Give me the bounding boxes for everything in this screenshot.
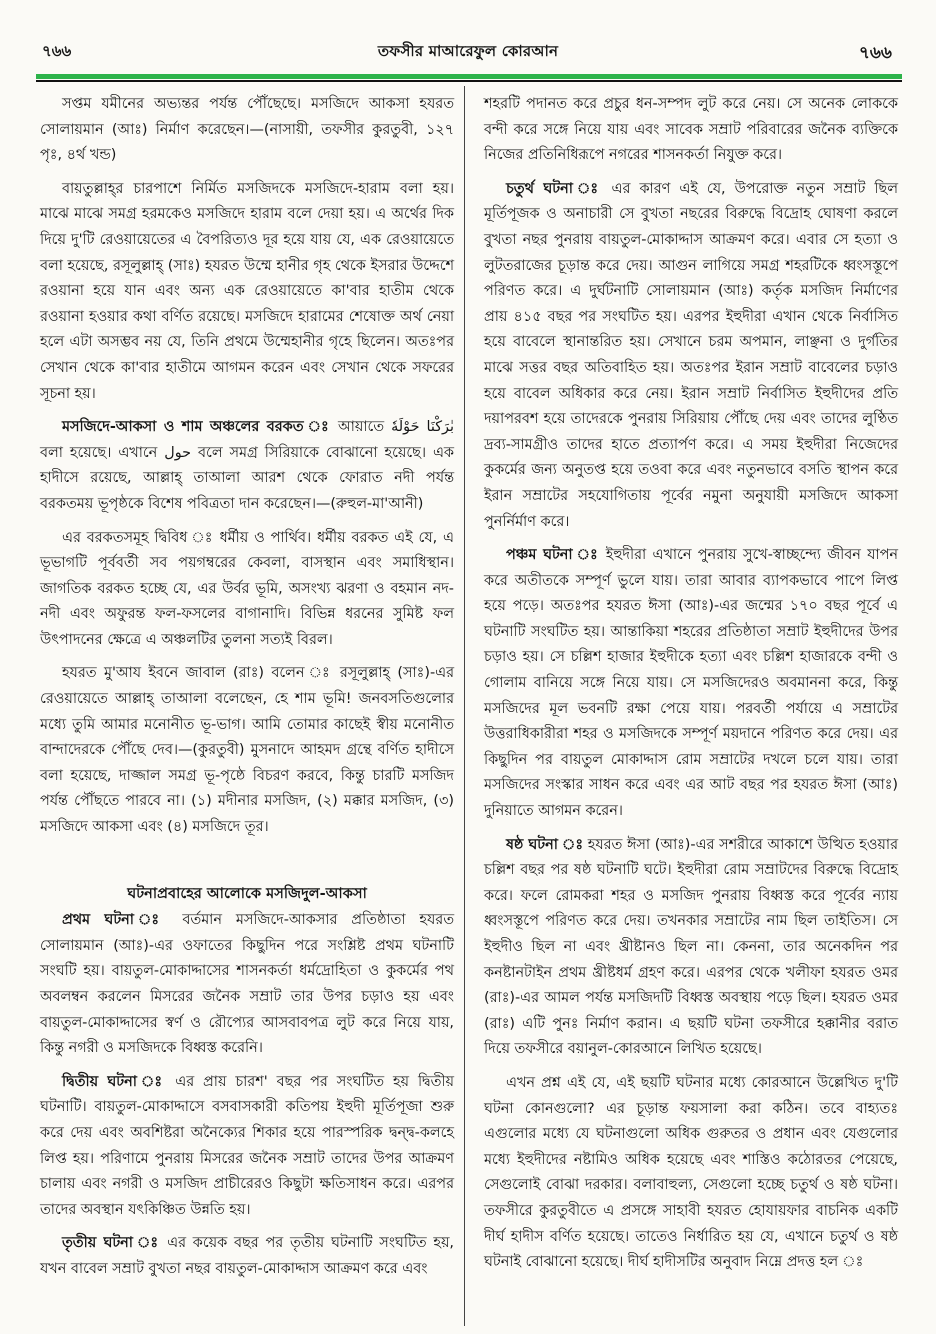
left-paragraphs: [40, 92, 454, 841]
paragraph: [40, 1070, 454, 1224]
left-column: [40, 92, 454, 1291]
running-title: তফসীর মাআরেফুল কোরআন: [377, 42, 559, 60]
paragraph: [40, 661, 454, 840]
paragraph: [484, 1071, 898, 1276]
paragraph-text: বায়তুল্লাহ্‌র চারপাশে নির্মিত মসজিদকে মসজিদে-হারাম বলা হয়। মাঝে মাঝে সমগ্র হরমকেও মসজিদে হারাম বলে দেয়া হয়। এ অর্থের দিক দিয়ে দু'টি রেওয়ায়েতের এ বৈপরিত্যও দূর হয়ে যায় যে, এক রেওয়ায়েতে বলা হয়েছে, রসূলুল্লাহ্‌ (সাঃ) হযরত উম্মে হানীর গৃহ থেকে ইসরার উদ্দেশে রওয়ানা হয়ে যান এবং অন্য এক রেওয়ায়েতে কা'বার হাতীম থেকে রওয়ানা হওয়ার কথা বর্ণিত রয়েছে। মসজিদে হারামের শেষোক্ত অর্থ নেয়া হলে এটা অসম্ভব নয় যে, তিনি প্রথমে উম্মেহানীর গৃহে ছিলেন। অতঃপর সেখান থেকে কা'বার হাতীমে আগমন করেন এবং সেখান থেকে সফরের সূচনা হয়।: [40, 180, 454, 402]
header-rule-green: [36, 74, 902, 79]
paragraph-lead: দ্বিতীয় ঘটনা ঃ: [62, 1073, 167, 1090]
paragraph-text: আয়াতে بٰرَكْنَا حَوْلَهٗ বলা হয়েছে। এখানে حول বলে সমগ্র সিরিয়াকে বোঝানো হয়েছে। এক হাদীসে রয়েছে, আল্লাহ্‌ তাআলা আরশ থেকে ফোরাত নদী পর্যন্ত বরকতময় ভূপৃষ্ঠকে বিশেষ পবিত্রতা দান করেছেন।—(রুহুল-মা'আনী): [40, 419, 454, 512]
paragraph-text: এখন প্রশ্ন এই যে, এই ছয়টি ঘটনার মধ্যে কোরআনে উল্লেখিত দু'টি ঘটনা কোনগুলো? এর চূড়ান্ত ফয়সালা করা কঠিন। তবে বাহ্যতঃ এগুলোর মধ্যে যে ঘটনাগুলো অধিক গুরুতর ও প্রধান এবং যেগুলোর মধ্যে ইহুদীদের নষ্টামিও অধিক হয়েছে এবং শাস্তিও কঠোরতর পেয়েছে, সেগুলোই বোঝা দরকার। বলাবাহুল্য, সেগুলো হচ্ছে চতুর্থ ও ষষ্ঠ ঘটনা। তফসীরে কুরতুবীতে এ প্রসঙ্গে সাহাবী হযরত হোযায়ফার বাচনিক একটি দীর্ঘ হাদীস বর্ণিত হয়েছে। তাতেও নির্ধারিত হয় যে, এখানে চতুর্থ ও ষষ্ঠ ঘটনাই বোঝানো হয়েছে। দীর্ঘ হাদীসটির অনুবাদ নিম্নে প্রদত্ত হল ঃ: [484, 1074, 898, 1271]
paragraph: [484, 543, 898, 825]
section-heading: ঘটনাপ্রবাহের আলোকে মসজিদুল-আকসা: [127, 884, 367, 902]
right-column: [484, 92, 898, 1284]
paragraph: [484, 92, 898, 169]
paragraph: [40, 1231, 454, 1282]
paragraph-text: এর বরকতসমূহ দ্বিবিধ ঃ ধর্মীয় ও পার্থিব। ধর্মীয় বরকত এই যে, এ ভূভাগটি পূর্ববর্তী সব পয়গম্বরের কেবলা, বাসস্থান এবং সমাধিস্থান। জাগতিক বরকত হচ্ছে যে, এর উর্বর ভূমি, অসংখ্য ঝরণা ও বহমান নদ-নদী এবং অফুরন্ত ফল-ফসলের বাগানাদি। বিভিন্ন ধরনের সুমিষ্ট ফল উৎপাদনের ক্ষেত্রে এ অঞ্চলটির তুলনা সত্যই বিরল।: [40, 529, 454, 648]
paragraph-text: সপ্তম যমীনের অভ্যন্তর পর্যন্ত পৌঁছেছে। মসজিদে আকসা হযরত সোলায়মান (আঃ) নির্মাণ করেছেন।—(নাসায়ী, তফসীর কুরতুবী, ১২৭ পৃঃ, ৪র্থ খন্ড): [40, 96, 454, 164]
page-number-left: ৭৬৬: [42, 42, 72, 60]
header-rule-black: [36, 80, 902, 82]
column-divider: [464, 86, 465, 1326]
paragraph-text: হযরত ঈসা (আঃ)-এর সশরীরে আকাশে উত্থিত হওয়ার চল্লিশ বছর পর ষষ্ঠ ঘটনাটি ঘটে। ইহুদীরা রোম সম্রাটদের বিরুদ্ধে বিদ্রোহ করে। ফলে রোমকরা শহর ও মসজিদ পুনরায় বিধ্বস্ত করে পূর্বের ন্যায় ধ্বংসস্তূপে পরিণত করে দেয়। তখনকার সম্রাটের নাম ছিল তাইতিস। সে ইহুদীও ছিল না এবং খ্রীষ্টানও ছিল না। কেননা, তার অনেকদিন পর কনষ্টানটাইন প্রথম খ্রীষ্টধর্ম গ্রহণ করে। এরপর থেকে খলীফা হযরত ওমর (রাঃ)-এর আমল পর্যন্ত মসজিদটি বিধ্বস্ত অবস্থায় পড়ে ছিল। হযরত ওমর (রাঃ) এটি পুনঃ নির্মাণ করান। এ ছয়টি ঘটনা তফসীরে হক্কানীর বরাত দিয়ে তফসীরে বয়ানুল-কোরআনে লিখিত হয়েছে।: [484, 836, 898, 1058]
paragraph: [40, 177, 454, 407]
paragraph: [484, 833, 898, 1063]
paragraph-lead: ষষ্ঠ ঘটনা ঃ: [506, 836, 584, 853]
page-header: [0, 0, 936, 82]
paragraph: [40, 526, 454, 654]
paragraph-text: এর কয়েক বছর পর তৃতীয় ঘটনাটি সংঘটিত হয়, যখন বাবেল সম্রাট বুখতা নছর বায়তুল-মোকাদ্দাস আক্রমণ করে এবং: [40, 1235, 455, 1277]
left-paragraphs-after-heading: [40, 908, 454, 1282]
paragraph-text: ইহুদীরা এখানে পুনরায় সুখে-স্বাচ্ছন্দ্যে জীবন যাপন করে অতীতকে সম্পূর্ণ ভুলে যায়। তারা আবার ব্যাপকভাবে পাপে লিপ্ত হয়ে পড়ে। অতঃপর হযরত ঈসা (আঃ)-এর জন্মের ১৭০ বছর পূর্বে এ ঘটনাটি সংঘটিত হয়। আন্তাকিয়া শহরের প্রতিষ্ঠাতা সম্রাট ইহুদীদের উপর চড়াও হয়। সে চল্লিশ হাজার ইহুদীকে হত্যা এবং চল্লিশ হাজারকে বন্দী ও গোলাম বানিয়ে সঙ্গে নিয়ে যায়। সে মসজিদেরও অবমাননা করে, কিন্তু মসজিদের মূল ভবনটি রক্ষা পেয়ে যায়। পরবর্তী পর্যায়ে এ সম্রাটের উত্তরাধিকারীরা শহর ও মসজিদকে সম্পূর্ণ ময়দানে পরিণত করে দেয়। এর কিছুদিন পর বায়তুল মোকাদ্দাস রোম সম্রাটের দখলে চলে যায়। তারা মসজিদের সংস্কার সাধন করে এবং এর আট বছর পর হযরত ঈসা (আঃ) দুনিয়াতে আগমন করেন।: [484, 547, 898, 820]
paragraph-text: শহরটি পদানত করে প্রচুর ধন-সম্পদ লুট করে নেয়। সে অনেক লোককে বন্দী করে সঙ্গে নিয়ে যায় এবং সাবেক সম্রাট পরিবারের জনৈক ব্যক্তিকে নিজের প্রতিনিধিরূপে নগরের শাসনকর্তা নিযুক্ত করে।: [484, 96, 898, 164]
right-paragraphs: [484, 92, 898, 1276]
paragraph-lead: চতুর্থ ঘটনা ঃ: [506, 180, 603, 197]
paragraph: [40, 908, 454, 1062]
paragraph-lead: মসজিদে-আকসা ও শাম অঞ্চলের বরকত ঃ: [62, 419, 332, 436]
paragraph: [40, 415, 454, 517]
paragraph-text: এর কারণ এই যে, উপরোক্ত নতুন সম্রাট ছিল মূর্তিপূজক ও অনাচারী সে বুখতা নছরের বিরুদ্ধে বিদ্রোহ ঘোষণা করলে বুখতা নছর পুনরায় বায়তুল-মোকাদ্দাস আক্রমণ করে। এবার সে হত্যা ও লুটতরাজের চূড়ান্ত করে দেয়। আগুন লাগিয়ে সমগ্র শহরটিকে ধ্বংসস্তূপে পরিণত করে। এ দুর্ঘটনাটি সোলায়মান (আঃ) কর্তৃক মসজিদ নির্মাণের প্রায় ৪১৫ বছর পর সংঘটিত হয়। এরপর ইহুদীরা এখান থেকে নির্বাসিত হয়ে বাবেলে স্থানান্তরিত হয়। সেখানে চরম অপমান, লাঞ্ছনা ও দুর্গতির মাঝে সত্তর বছর অতিবাহিত হয়। অতঃপর ইরান সম্রাট বাবেলের চড়াও হয়ে বাবেল অধিকার করে নেয়। ইরান সম্রাট নির্বাসিত ইহুদীদের প্রতি দয়াপরবশ হয়ে তাদেরকে পুনরায় সিরিয়ায় পৌঁছে দেয় এবং তাদের লুণ্ঠিত দ্রব্য-সামগ্রীও তাদের হাতে প্রত্যার্পণ করে। এ সময় ইহুদীরা নিজেদের কুকর্মের জন্য অনুতপ্ত হয়ে তওবা করে এবং নতুনভাবে বসতি স্থাপন করে ইরান সম্রাটের সহযোগিতায় পূর্বের নমুনা অনুযায়ী মসজিদে আকসা পুনর্নির্মাণ করে।: [484, 180, 898, 530]
paragraph: [40, 92, 454, 169]
paragraph-text: বর্তমান মসজিদে-আকসার প্রতিষ্ঠাতা হযরত সোলায়মান (আঃ)-এর ওফাতের কিছুদিন পরে সংশ্লিষ্ট প্রথম ঘটনাটি সংঘটি হয়। বায়তুল-মোকাদ্দাসের শাসনকর্তা ধর্মদ্রোহিতা ও কুকর্মের পথ অবলম্বন করলেন মিসরের জনৈক সম্রাট তার উপর চড়াও হয় এবং বায়তুল-মোকাদ্দাসের স্বর্ণ ও রৌপ্যের আসবাবপত্র লুট করে নিয়ে যায়, কিন্তু নগরী ও মসজিদকে বিধ্বস্ত করেনি।: [40, 912, 454, 1057]
paragraph-lead: প্রথম ঘটনা ঃ: [62, 912, 169, 929]
paragraph-text: হযরত মু'আয ইবনে জাবাল (রাঃ) বলেন ঃ রসূলুল্লাহ্‌ (সাঃ)-এর রেওয়ায়েতে আল্লাহ্‌ তাআলা বলেছেন, হে শাম ভূমি! জনবসতিগুলোর মধ্যে তুমি আমার মনোনীত ভূ-ভাগ। আমি তোমার কাছেই স্বীয় মনোনীত বান্দাদেরকে পৌঁছে দেব।—(কুরতুবী) মুসনাদে আহমদ গ্রন্থে বর্ণিত হাদীসে বলা হয়েছে, দাজ্জাল সমগ্র ভূ-পৃষ্ঠে বিচরণ করবে, কিন্তু চারটি মসজিদ পর্যন্ত পৌঁছতে পারবে না। (১) মদীনার মসজিদ, (২) মক্কার মসজিদ, (৩) মসজিদে আকসা এবং (৪) মসজিদে তূর।: [40, 665, 454, 836]
paragraph-text: এর প্রায় চারশ' বছর পর সংঘটিত হয় দ্বিতীয় ঘটনাটি। বায়তুল-মোকাদ্দাসে বসবাসকারী কতিপয় ইহুদী মূর্তিপূজা শুরু করে দেয় এবং অবশিষ্টরা অনৈক্যের শিকার হয়ে পারস্পরিক দ্বন্দ্ব-কলহে লিপ্ত হয়। পরিণামে পুনরায় মিসরের জনৈক সম্রাট তাদের উপর আক্রমণ চালায় এবং নগরী ও মসজিদ প্রাচীরেরও কিছুটা ক্ষতিসাধন করে। এরপর তাদের অবস্থান যৎকিঞ্চিত উন্নতি হয়।: [40, 1073, 454, 1218]
paragraph-lead: পঞ্চম ঘটনা ঃ: [506, 547, 600, 564]
paragraph: [484, 177, 898, 535]
paragraph-lead: তৃতীয় ঘটনা ঃ: [62, 1235, 161, 1252]
page-number-right: ৭৬৬: [858, 43, 892, 63]
